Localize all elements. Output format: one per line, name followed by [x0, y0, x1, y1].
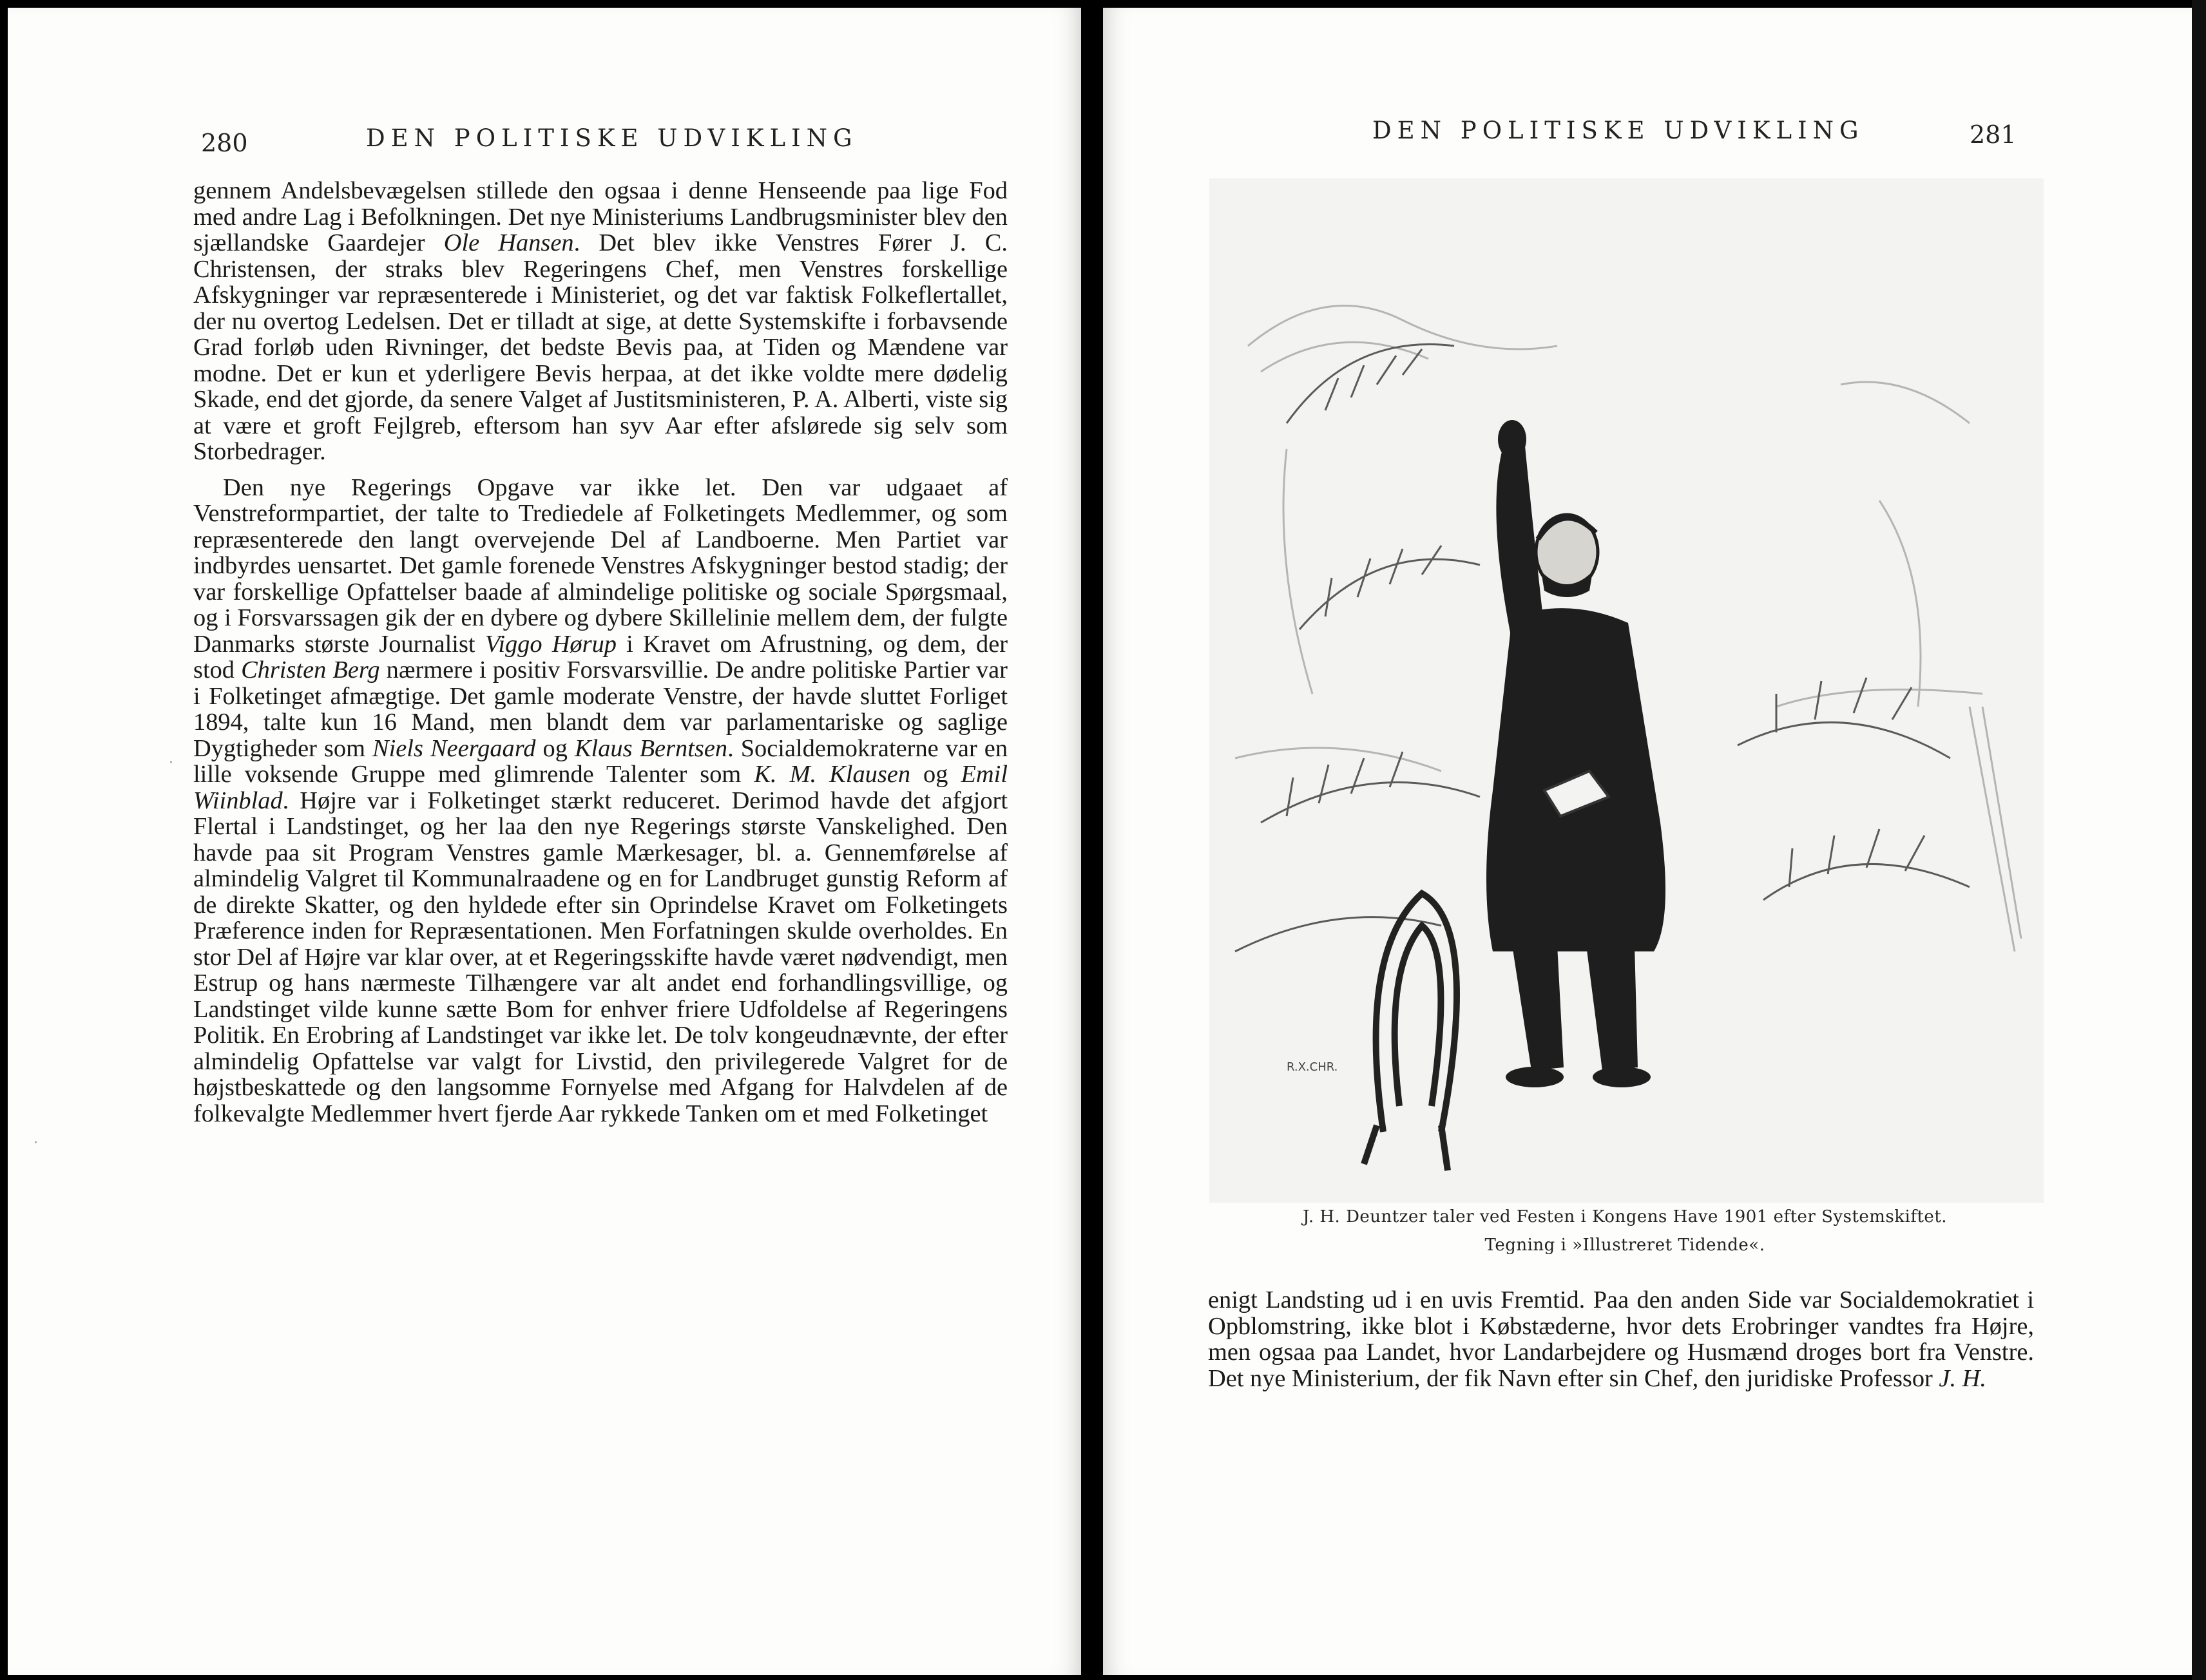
text-run: og — [535, 734, 575, 762]
running-head: DEN POLITISKE UDVIKLING — [366, 124, 858, 152]
scan-edge — [2192, 0, 2206, 1680]
left-page — [8, 8, 1081, 1675]
italic-name: Viggo Hørup — [484, 630, 617, 658]
text-run: enigt Landsting ud i en uvis Fremtid. Paa den anden Side var Socialdemokratiet i Opblomstring, ikke blot i Købstæderne, hvor dets Erobringer vandtes fra Højre, men ogsaa paa Landet, hvor Landarbejdere og Husmænd droges bort fra Venstre. Det nye Ministerium, der fik Navn efter sin Chef, den juridiske Professor — [1208, 1286, 2034, 1392]
text-run: Den nye Regerings Opgave var ikke let. Den var udgaaet af Venstreformpartiet, der talte to Trediedele af Folketingets Medlemmer, og som repræsenterede den langt overvejende Del af Landboerne. Men Partiet var indbyrdes uensartet. Det gamle forenede Venstres Afskygninger bestod stadig; der var forskellige Opfattelser baade af almindelige politiske og sociale Spørgsmaal, og i Forsvarssagen gik der en dybere og dybere Skillelinie mellem dem, der fulgte Danmarks største Journalist — [193, 473, 1008, 658]
text-run: i Kravet om Afrustning, og dem, der stod — [193, 630, 1008, 683]
figure-caption — [1200, 1203, 2050, 1259]
caption-line-1: J. H. Deuntzer taler ved Festen i Kongens Have 1901 efter Systemskiftet. — [1302, 1207, 1948, 1227]
paragraph — [193, 475, 1008, 1127]
paragraph — [193, 178, 1008, 465]
italic-name: Ole Hansen — [443, 229, 574, 256]
text-run: . Socialdemokraterne var en lille voksende Gruppe med glimrende Talenter som — [193, 734, 1008, 788]
italic-name: Emil Wiinblad — [193, 761, 1008, 814]
illustration-deuntzer-speech — [1209, 178, 2044, 1203]
text-run: . Højre var i Folketinget stærkt reduceret. Derimod havde det afgjort Flertal i Landstinget, og her laa den nye Regerings største Vanskelighed. Den havde paa sit Program Venstres gamle Mærkesager, bl. a. Gennemførelse af almindelig Valgret til Kommunalraadene og en for Landbruget gunstig Reform af de direkte Skatter, og den hyldede efter sin Oprindelse Kravet om Folketingets Præference inden for Repræsentationen. Men Forfatningen skulde overholdes. En stor Del af Højre var klar over, at et Regeringsskifte havde været nødvendigt, men Estrup og hans nærmeste Tilhængere var alt andet end forhandlingsvillige, og Landstinget vilde kunne sætte Bom for enhver friere Udfoldelse af Regeringens Politik. En Erobring af Landstinget var ikke let. De tolv kongeudnævnte, der efter almindelig Opfattelse var valgt for Livstid, den privilegerede Valgret for de højstbeskattede og den langsomme Fornyelse med Afgang for Halvdelen af de folkevalgte Medlemmer hvert fjerde Aar rykkede Tanken om et med Folketinget — [193, 787, 1008, 1127]
margin-mark: · — [34, 1135, 38, 1151]
italic-name: Klaus Berntsen — [574, 734, 728, 762]
text-run: . Det blev ikke Venstres Fører J. C. Christensen, der straks blev Regeringens Chef, men Venstres forskellige Afskygninger var repræsenterede i Ministeriet, og det var faktisk Folkeflertallet, der nu overtog Ledelsen. Det er tilladt at sige, at dette Systemskifte i forbavsende Grad forløb uden Rivninger, det bedste Bevis paa, at Tiden og Mændene var modne. Det er kun et yderligere Bevis herpaa, at det ikke voldte mere dødelig Skade, end det gjorde, da senere Valget af Justitsministeren, P. A. Alberti, viste sig at være et groft Fejlgreb, eftersom han syv Aar efter afslørede sig selv som Storbedrager. — [193, 229, 1008, 465]
italic-name: Niels Neergaard — [372, 734, 536, 762]
drawing-speaker-icon — [1209, 178, 2044, 1203]
italic-name: Christen Berg — [241, 656, 380, 683]
text-run: nærmere i positiv Forsvarsvillie. De andre politiske Partier var i Folketinget afmægtige. Det gamle moderate Venstre, der havde sluttet Forliget 1894, talte kun 16 Mand, men blandt dem var parlamentariske og saglige Dygtigheder som — [193, 656, 1008, 762]
text-run: og — [910, 761, 961, 788]
illustration-signature: R.X.CHR. — [1287, 1060, 1338, 1074]
italic-name: K. M. Klausen — [754, 761, 911, 788]
paragraph — [1208, 1287, 2034, 1391]
text-run: gennem Andelsbevægelsen stillede den ogsaa i denne Henseende paa lige Fod med andre Lag i Befolkningen. Det nye Ministeriums Landbrugsminister blev den sjællandske Gaardejer — [193, 177, 1008, 256]
italic-name: J. H. — [1939, 1364, 1986, 1392]
page-number: 280 — [201, 129, 248, 157]
body-text-left — [193, 178, 1008, 1127]
body-text-right — [1208, 1287, 2034, 1391]
margin-mark: · — [169, 755, 173, 771]
right-page — [1103, 8, 2192, 1675]
page-number: 281 — [1970, 120, 2017, 149]
running-head: DEN POLITISKE UDVIKLING — [1372, 117, 1865, 144]
caption-line-2: Tegning i »Illustreret Tidende«. — [1484, 1236, 1765, 1255]
